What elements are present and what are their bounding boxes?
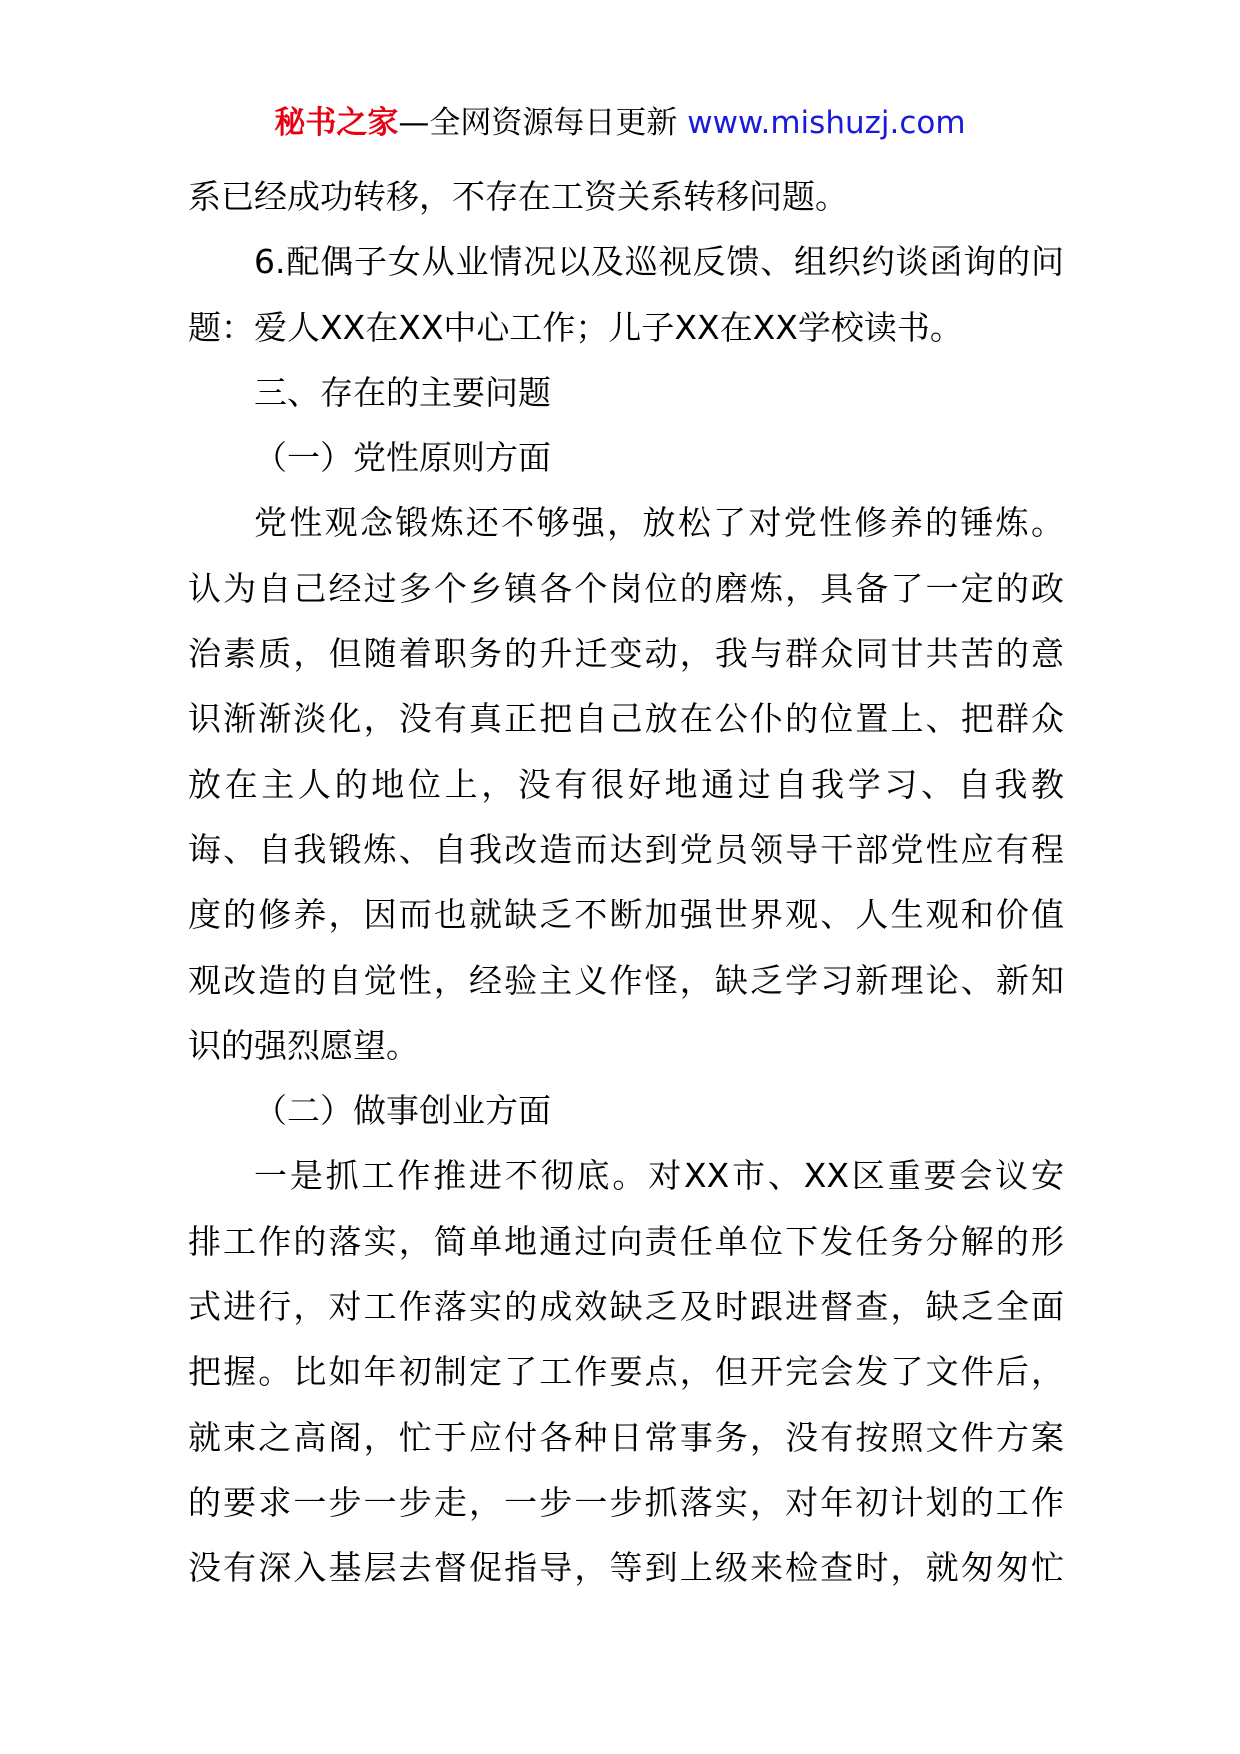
text-line: 党性观念锻炼还不够强，放松了对党性修养的锤炼。 — [254, 503, 1064, 543]
text-line: 式进行，对工作落实的成效缺乏及时跟进督查，缺乏全面 — [188, 1287, 1064, 1327]
document-body — [188, 164, 1064, 1601]
subsection-heading: （一）党性原则方面 — [254, 438, 551, 478]
text-line: 度的修养，因而也就缺乏不断加强世界观、人生观和价值 — [188, 895, 1064, 935]
website-link[interactable]: www.mishuzj.com — [687, 105, 966, 141]
text-line: 6.配偶子女从业情况以及巡视反馈、组织约谈函询的问 — [254, 242, 1064, 282]
brand-name: 秘书之家 — [274, 105, 399, 141]
text-line: 一是抓工作推进不彻底。对XX市、XX区重要会议安 — [254, 1156, 1064, 1196]
text-line: 系已经成功转移，不存在工资关系转移问题。 — [188, 177, 848, 216]
text-line: 把握。比如年初制定了工作要点，但开完会发了文件后， — [188, 1352, 1064, 1392]
text-line: 诲、自我锻炼、自我改造而达到党员领导干部党性应有程 — [188, 829, 1064, 869]
text-line: 治素质，但随着职务的升迁变动，我与群众同甘共苦的意 — [188, 634, 1064, 674]
text-line: 排工作的落实，简单地通过向责任单位下发任务分解的形 — [188, 1221, 1064, 1261]
section-heading: 三、存在的主要问题 — [254, 372, 551, 412]
text-line: 认为自己经过多个乡镇各个岗位的磨炼，具备了一定的政 — [188, 568, 1064, 608]
text-line: 识的强烈愿望。 — [188, 1025, 419, 1065]
site-header — [0, 100, 1240, 146]
text-line: 的要求一步一步走，一步一步抓落实，对年初计划的工作 — [188, 1482, 1064, 1522]
text-line: 题：爱人XX在XX中心工作；儿子XX在XX学校读书。 — [188, 307, 963, 347]
text-line: 放在主人的地位上，没有很好地通过自我学习、自我教 — [188, 764, 1064, 804]
text-line: 没有深入基层去督促指导，等到上级来检查时，就匆匆忙 — [188, 1548, 1064, 1588]
text-line: 就束之高阁，忙于应付各种日常事务，没有按照文件方案 — [188, 1417, 1064, 1457]
subsection-heading: （二）做事创业方面 — [254, 1091, 551, 1131]
text-line: 观改造的自觉性，经验主义作怪，缺乏学习新理论、新知 — [188, 960, 1064, 1000]
text-line: 识渐渐淡化，没有真正把自己放在公仆的位置上、把群众 — [188, 699, 1064, 739]
header-tagline: —全网资源每日更新 — [398, 105, 678, 141]
